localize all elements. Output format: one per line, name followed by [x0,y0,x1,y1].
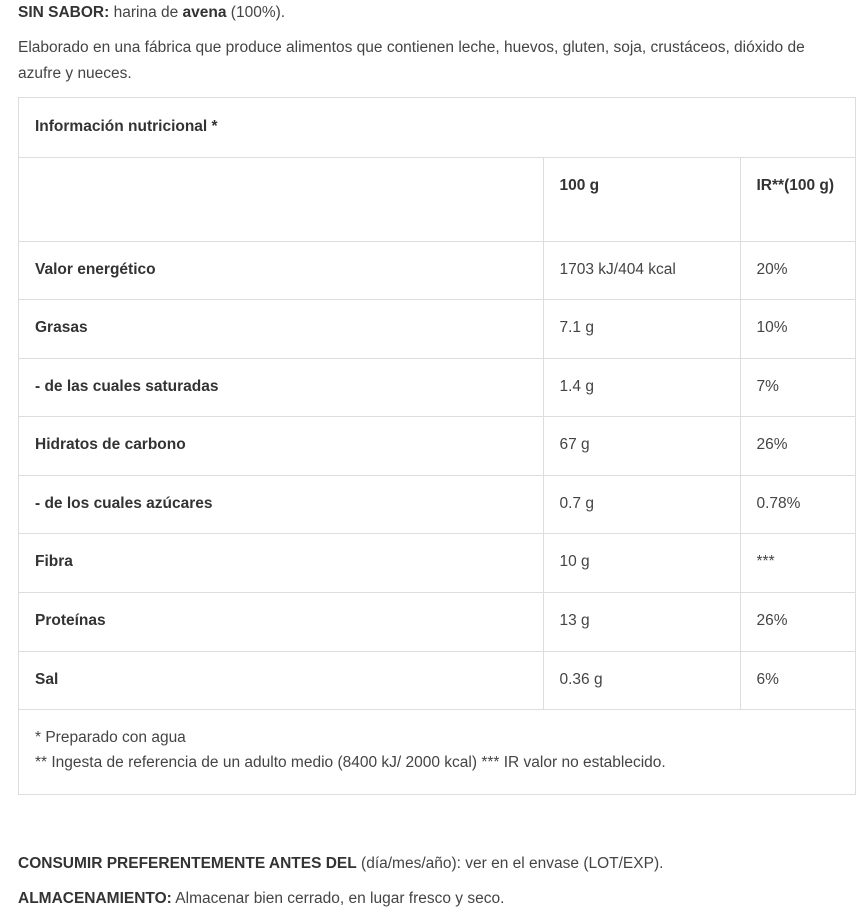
table-row [19,241,855,300]
nutrient-per100: 13 g [543,593,740,652]
nutrient-name: Sal [19,651,543,710]
nutrient-name: Proteínas [19,593,543,652]
table-title-row [19,98,855,157]
nutrient-per100: 1703 kJ/404 kcal [543,241,740,300]
nutrient-per100: 0.36 g [543,651,740,710]
header-cell-100g: 100 g [543,157,740,241]
table-row [19,534,855,593]
nutrient-per100: 10 g [543,534,740,593]
nutrient-ir: 26% [740,593,855,652]
nutrient-ir: 7% [740,358,855,417]
nutrient-per100: 7.1 g [543,300,740,359]
table-row [19,593,855,652]
storage-paragraph [18,886,836,912]
best-before-paragraph [18,851,836,877]
nutrient-name: Grasas [19,300,543,359]
ingredients-text-1: harina de [109,4,183,21]
nutrient-name: Fibra [19,534,543,593]
table-row [19,358,855,417]
footnote-2: ** Ingesta de referencia de un adulto medio (8400 kJ/ 2000 kcal) *** IR valor no establecido. [35,754,666,772]
storage-label: ALMACENAMIENTO: [18,890,172,907]
table-footnote-row [19,710,855,794]
header-cell-ir: IR**(100 g) [740,157,855,241]
nutrient-ir: 6% [740,651,855,710]
allergens-paragraph: Elaborado en una fábrica que produce alimentos que contienen leche, huevos, gluten, soja, crustáceos, dióxido de azufre y nueces. [18,39,805,82]
storage-text: Almacenar bien cerrado, en lugar fresco y seco. [171,890,505,907]
nutrient-ir: *** [740,534,855,593]
nutrient-ir: 0.78% [740,475,855,534]
footnote-1: * Preparado con agua [35,729,186,747]
nutrient-per100: 0.7 g [543,475,740,534]
nutrition-table [18,97,856,795]
header-cell-name [19,157,543,241]
nutrient-ir: 10% [740,300,855,359]
table-header-row [19,157,855,241]
table-footnotes [19,710,855,794]
table-row [19,300,855,359]
nutrient-name: Valor energético [19,241,543,300]
ingredients-bold-word: avena [182,4,227,21]
table-title: Información nutricional * [35,118,218,135]
nutrient-name: - de las cuales saturadas [19,358,543,417]
sin-sabor-label: SIN SABOR: [18,4,110,21]
nutrient-per100: 67 g [543,417,740,476]
best-before-text: (día/mes/año): ver en el envase (LOT/EXP). [356,855,664,872]
table-row [19,651,855,710]
nutrient-per100: 1.4 g [543,358,740,417]
table-row [19,475,855,534]
ingredients-text-2: (100%). [226,4,286,21]
ingredients-paragraph [18,0,836,26]
table-row [19,417,855,476]
best-before-label: CONSUMIR PREFERENTEMENTE ANTES DEL [18,855,357,872]
nutrient-ir: 20% [740,241,855,300]
nutrient-ir: 26% [740,417,855,476]
nutrient-name: Hidratos de carbono [19,417,543,476]
nutrient-name: - de los cuales azúcares [19,475,543,534]
